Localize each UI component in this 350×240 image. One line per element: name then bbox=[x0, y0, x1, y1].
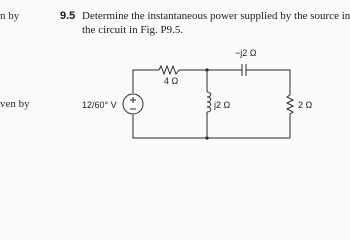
label-inductor: j2 Ω bbox=[214, 100, 231, 110]
problem-number: 9.5 bbox=[60, 10, 76, 22]
margin-text-bottom: ven by bbox=[0, 98, 30, 110]
wire-top-right bbox=[246, 70, 290, 95]
label-resistor-4-ohm: 4 Ω bbox=[164, 76, 179, 86]
inductor-j2 bbox=[207, 92, 211, 112]
capacitor-minus-j2 bbox=[242, 64, 246, 76]
wire-left bbox=[133, 70, 159, 93]
margin-text-top: n by bbox=[0, 10, 20, 22]
problem-text-line-1: Determine the instantaneous power supplied by the source in bbox=[82, 10, 350, 22]
label-capacitor: −j2 Ω bbox=[235, 48, 257, 58]
label-voltage-source: 12/60° V bbox=[82, 100, 117, 110]
resistor-4-ohm bbox=[159, 66, 179, 74]
problem-text-line-2: the circuit in Fig. P9.5. bbox=[82, 24, 184, 36]
resistor-2-ohm bbox=[287, 95, 293, 114]
node-dot-bottom bbox=[205, 136, 208, 139]
node-dot-top bbox=[205, 68, 208, 71]
label-resistor-2-ohm: 2 Ω bbox=[298, 100, 313, 110]
wire-bottom bbox=[133, 115, 290, 138]
